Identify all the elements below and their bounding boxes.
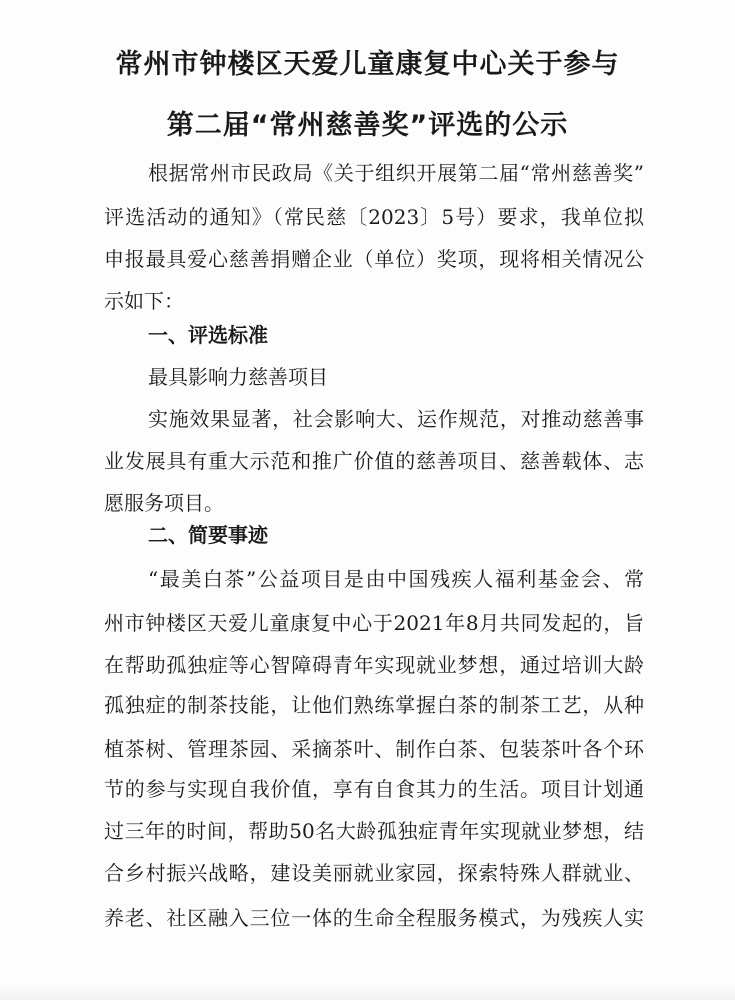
section-2-line: 节的参与实现自我价值，享有自食其力的生活。项目计划通: [104, 777, 644, 801]
intro-line: 根据常州市民政局《关于组织开展第二届“常州慈善奖”: [148, 161, 644, 185]
section-2-line: 养老、社区融入三位一体的生命全程服务模式，为残疾人实: [104, 906, 644, 930]
section-2-line: 在帮助孤独症等心智障碍青年实现就业梦想，通过培训大龄: [104, 653, 644, 677]
section-1-line: 实施效果显著，社会影响大、运作规范，对推动慈善事: [148, 407, 644, 431]
section-2-line: 州市钟楼区天爱儿童康复中心于2021年8月共同发起的，旨: [104, 611, 644, 635]
intro-line: 申报最具爱心慈善捐赠企业（单位）奖项，现将相关情况公: [104, 247, 644, 271]
document-title-line-2: 第二届“常州慈善奖”评选的公示: [166, 110, 569, 141]
section-2-line: 合乡村振兴战略，建设美丽就业家园，探索特殊人群就业、: [104, 861, 644, 885]
section-2-line: 植茶树、管理茶园、采摘茶叶、制作白茶、包装茶叶各个环: [104, 737, 644, 761]
section-1-subheading: 最具影响力慈善项目: [148, 365, 328, 389]
intro-line: 评选活动的通知》（常民慈〔2023〕5号）要求，我单位拟: [104, 205, 644, 229]
section-2-line: 孤独症的制茶技能，让他们熟练掌握白茶的制茶工艺，从种: [104, 693, 644, 717]
section-1-line: 愿服务项目。: [104, 491, 224, 515]
section-1-heading: 一、评选标准: [148, 323, 268, 347]
document-title-line-1: 常州市钟楼区天爱儿童康复中心关于参与: [115, 49, 620, 80]
scan-edge-shadow: [0, 985, 735, 1000]
section-2-heading: 二、简要事迹: [148, 523, 268, 547]
intro-line: 示如下：: [104, 289, 184, 313]
section-2-line: 过三年的时间，帮助50名大龄孤独症青年实现就业梦想，结: [104, 819, 644, 843]
section-1-line: 业发展具有重大示范和推广价值的慈善项目、慈善载体、志: [104, 449, 644, 473]
section-2-line: “最美白茶”公益项目是由中国残疾人福利基金会、常: [148, 567, 644, 591]
